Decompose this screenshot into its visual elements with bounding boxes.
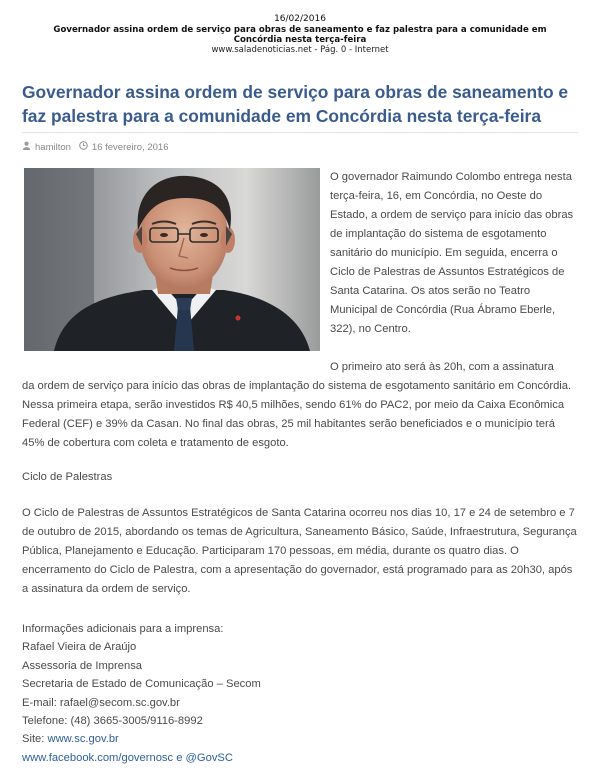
contact-email-line xyxy=(22,694,578,712)
contact-site-line xyxy=(22,730,578,748)
contact-phone: Telefone: (48) 3665-3005/9116-8992 xyxy=(22,715,203,728)
article-headline[interactable]: Governador assina ordem de serviço para obras de saneamento e faz palestra para a comunidade em Concórdia nesta terça-feira xyxy=(22,82,569,126)
facebook-link[interactable]: www.facebook.com/governosc e @GovSC xyxy=(22,751,233,764)
clipping-source: www.saladenoticias.net - Pág. 0 - Internet xyxy=(211,45,389,55)
clipping-title: Governador assina ordem de serviço para obras de saneamento e faz palestra para a comunidade em Concórdia nesta terça-feira xyxy=(53,25,547,45)
paragraph-2-first-line: O primeiro ato será às 20h, com a assinatura xyxy=(330,361,554,373)
section-heading: Ciclo de Palestras xyxy=(22,471,113,483)
article-meta xyxy=(22,141,169,153)
contact-role: Assessoria de Imprensa xyxy=(22,659,143,672)
portrait-photo-icon xyxy=(24,168,320,351)
author-name[interactable]: hamilton xyxy=(35,141,71,153)
press-contact xyxy=(22,620,578,767)
contact-org: Secretaria de Estado de Comunicação – Secom xyxy=(22,678,261,691)
governor-photo xyxy=(24,168,320,351)
headline-divider xyxy=(22,132,578,133)
contact-intro: Informações adicionais para a imprensa: xyxy=(22,623,224,635)
clipping-date: 16/02/2016 xyxy=(274,14,326,24)
email-label: E-mail: xyxy=(22,696,60,709)
site-label: Site: xyxy=(22,733,48,746)
email-link[interactable]: rafael@secom.sc.gov.br xyxy=(59,696,180,709)
paragraph-2 xyxy=(22,358,578,453)
paragraph-2-rest: da ordem de serviço para início das obras de implantação do sistema de esgotamento sanitário em Concórdia. Nessa primeira etapa, serão investidos R$ 40,5 milhões, sendo 61% do PAC2, por meio da Caixa Econômica Federal (CEF) e 39% da Casan. No final das obras, 25 mil habitantes serão beneficiados e o município terá 45% de cobertura com coleta e tratamento de esgoto. xyxy=(22,380,572,449)
contact-name: Rafael Vieira de Araújo xyxy=(22,641,137,654)
paragraph-3: O Ciclo de Palestras de Assuntos Estratégicos de Santa Catarina ocorreu nos dias 10, 17 e 24 de setembro e 7 de outubro de 2015, abordando os temas de Agricultura, Saneamento Básico, Saúde, Infraestrutura, Segurança Pública, Planejamento e Educação. Participaram 170 pessoas, em média, durante os quatro dias. O encerramento do Ciclo de Palestra, com a apresentação do governador, está programado para as 20h30, após a assinatura da ordem de serviço. xyxy=(22,507,577,595)
clipping-header xyxy=(0,14,600,56)
article-date: 16 fevereiro, 2016 xyxy=(91,141,169,153)
site-link[interactable]: www.sc.gov.br xyxy=(47,733,119,746)
paragraph-1: O governador Raimundo Colombo entrega nesta terça-feira, 16, em Concórdia, no Oeste do Estado, a ordem de serviço para início das obras de implantação do sistema de esgotamento sanitário do município. Em seguida, encerra o Ciclo de Palestras de Assuntos Estratégicos de Santa Catarina. Os atos serão no Teatro Municipal de Concórdia (Rua Ábramo Eberle, 322), no Centro. xyxy=(330,171,574,335)
user-icon xyxy=(22,141,31,153)
clock-icon xyxy=(79,141,88,153)
